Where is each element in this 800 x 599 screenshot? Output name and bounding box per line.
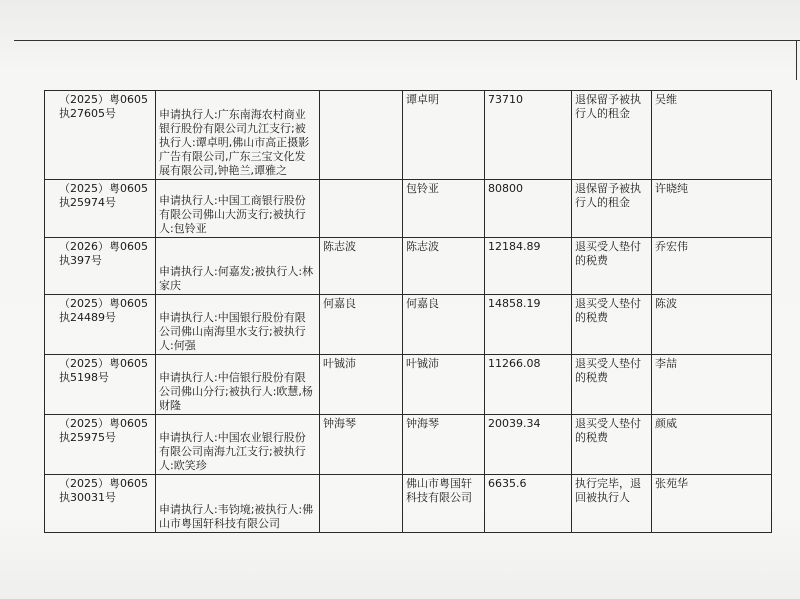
payee-cell-text: 叶铖沛 <box>406 357 439 370</box>
payee-cell <box>403 91 485 180</box>
parties-cell-text: 申请执行人:中国银行股份有限公司佛山南海里水支行;被执行人:何强 <box>159 311 306 352</box>
reason-cell-text: 退买受人垫付的税费 <box>575 297 641 324</box>
reason-cell <box>572 180 652 238</box>
purchaser-cell-text: 何嘉良 <box>323 297 356 310</box>
amount-cell-text: 14858.19 <box>488 297 541 310</box>
reason-cell <box>572 475 652 533</box>
parties-cell-text: 申请执行人:中国农业银行股份有限公司南海九江支行;被执行人:欧笑珍 <box>159 431 306 472</box>
amount-cell-text: 80800 <box>488 182 523 195</box>
payee-cell <box>403 295 485 355</box>
amount-cell <box>485 91 572 180</box>
parties-cell-text: 申请执行人:何嘉发;被执行人:林家庆 <box>159 265 314 292</box>
table-row <box>45 475 772 533</box>
case-number-cell-text: （2025）粤0605执24489号 <box>59 297 148 324</box>
payee-cell-text: 钟海琴 <box>406 417 439 430</box>
reason-cell <box>572 415 652 475</box>
case-number-cell <box>45 238 156 295</box>
case-number-cell-text: （2025）粤0605执25975号 <box>59 417 148 444</box>
handler-cell <box>652 91 772 180</box>
right-border-line <box>796 40 797 80</box>
handler-cell-text: 李喆 <box>655 357 677 370</box>
amount-cell <box>485 238 572 295</box>
purchaser-cell-text: 钟海琴 <box>323 417 356 430</box>
purchaser-cell <box>320 91 403 180</box>
purchaser-cell-text: 陈志波 <box>323 240 356 253</box>
amount-cell-text: 11266.08 <box>488 357 541 370</box>
amount-cell <box>485 295 572 355</box>
parties-cell <box>156 180 320 238</box>
handler-cell <box>652 238 772 295</box>
amount-cell <box>485 355 572 415</box>
reason-cell-text: 退买受人垫付的税费 <box>575 417 641 444</box>
parties-cell <box>156 475 320 533</box>
reason-cell-text: 退保留予被执行人的租金 <box>575 182 641 209</box>
purchaser-cell <box>320 238 403 295</box>
handler-cell <box>652 355 772 415</box>
handler-cell-text: 乔宏伟 <box>655 240 688 253</box>
payee-cell <box>403 355 485 415</box>
reason-cell <box>572 91 652 180</box>
reason-cell <box>572 238 652 295</box>
payee-cell <box>403 415 485 475</box>
amount-cell-text: 6635.6 <box>488 477 527 490</box>
case-number-cell <box>45 295 156 355</box>
refund-table <box>44 90 772 533</box>
purchaser-cell <box>320 295 403 355</box>
handler-cell-text: 颜威 <box>655 417 677 430</box>
payee-cell-text: 包铃亚 <box>406 182 439 195</box>
case-number-cell-text: （2025）粤0605执5198号 <box>59 357 148 384</box>
reason-cell-text: 退保留予被执行人的租金 <box>575 93 641 120</box>
amount-cell-text: 20039.34 <box>488 417 541 430</box>
payee-cell <box>403 475 485 533</box>
reason-cell-text: 退买受人垫付的税费 <box>575 357 641 384</box>
purchaser-cell <box>320 180 403 238</box>
handler-cell-text: 许晓纯 <box>655 182 688 195</box>
purchaser-cell <box>320 415 403 475</box>
case-number-cell-text: （2026）粤0605执397号 <box>59 240 148 267</box>
table-row <box>45 238 772 295</box>
amount-cell-text: 73710 <box>488 93 523 106</box>
payee-cell <box>403 180 485 238</box>
parties-cell-text: 申请执行人:中信银行股份有限公司佛山分行;被执行人:欧慧,杨财隆 <box>159 371 313 412</box>
purchaser-cell-text: 叶铖沛 <box>323 357 356 370</box>
parties-cell <box>156 355 320 415</box>
parties-cell <box>156 295 320 355</box>
amount-cell-text: 12184.89 <box>488 240 541 253</box>
payee-cell <box>403 238 485 295</box>
parties-cell <box>156 415 320 475</box>
handler-cell-text: 陈波 <box>655 297 677 310</box>
purchaser-cell <box>320 475 403 533</box>
case-number-cell <box>45 415 156 475</box>
handler-cell <box>652 415 772 475</box>
parties-cell <box>156 91 320 180</box>
case-number-cell-text: （2025）粤0605执27605号 <box>59 93 148 120</box>
parties-cell-text: 申请执行人:韦钧境;被执行人:佛山市粤国轩科技有限公司 <box>159 503 314 530</box>
parties-cell-text: 申请执行人:中国工商银行股份有限公司佛山大沥支行;被执行人:包铃亚 <box>159 194 306 235</box>
parties-cell <box>156 238 320 295</box>
case-number-cell <box>45 91 156 180</box>
handler-cell <box>652 180 772 238</box>
reason-cell-text: 执行完毕，退回被执行人 <box>575 477 641 504</box>
case-number-cell-text: （2025）粤0605执30031号 <box>59 477 148 504</box>
handler-cell <box>652 295 772 355</box>
case-number-cell <box>45 475 156 533</box>
case-number-cell-text: （2025）粤0605执25974号 <box>59 182 148 209</box>
amount-cell <box>485 180 572 238</box>
handler-cell-text: 张苑华 <box>655 477 688 490</box>
purchaser-cell <box>320 355 403 415</box>
handler-cell <box>652 475 772 533</box>
amount-cell <box>485 475 572 533</box>
table-row <box>45 295 772 355</box>
reason-cell-text: 退买受人垫付的税费 <box>575 240 641 267</box>
payee-cell-text: 谭卓明 <box>406 93 439 106</box>
payee-cell-text: 陈志波 <box>406 240 439 253</box>
case-number-cell <box>45 180 156 238</box>
payee-cell-text: 佛山市粤国轩科技有限公司 <box>406 477 472 504</box>
amount-cell <box>485 415 572 475</box>
handler-cell-text: 吴维 <box>655 93 677 106</box>
case-number-cell <box>45 355 156 415</box>
parties-cell-text: 申请执行人:广东南海农村商业银行股份有限公司九江支行;被执行人:谭卓明,佛山市高正摄影广告有限公司,广东三宝文化发展有限公司,钟艳兰,谭雅之 <box>159 108 310 177</box>
reason-cell <box>572 355 652 415</box>
top-border-line <box>14 40 800 41</box>
payee-cell-text: 何嘉良 <box>406 297 439 310</box>
table-row <box>45 355 772 415</box>
reason-cell <box>572 295 652 355</box>
table-row <box>45 415 772 475</box>
table-row <box>45 91 772 180</box>
table-row <box>45 180 772 238</box>
